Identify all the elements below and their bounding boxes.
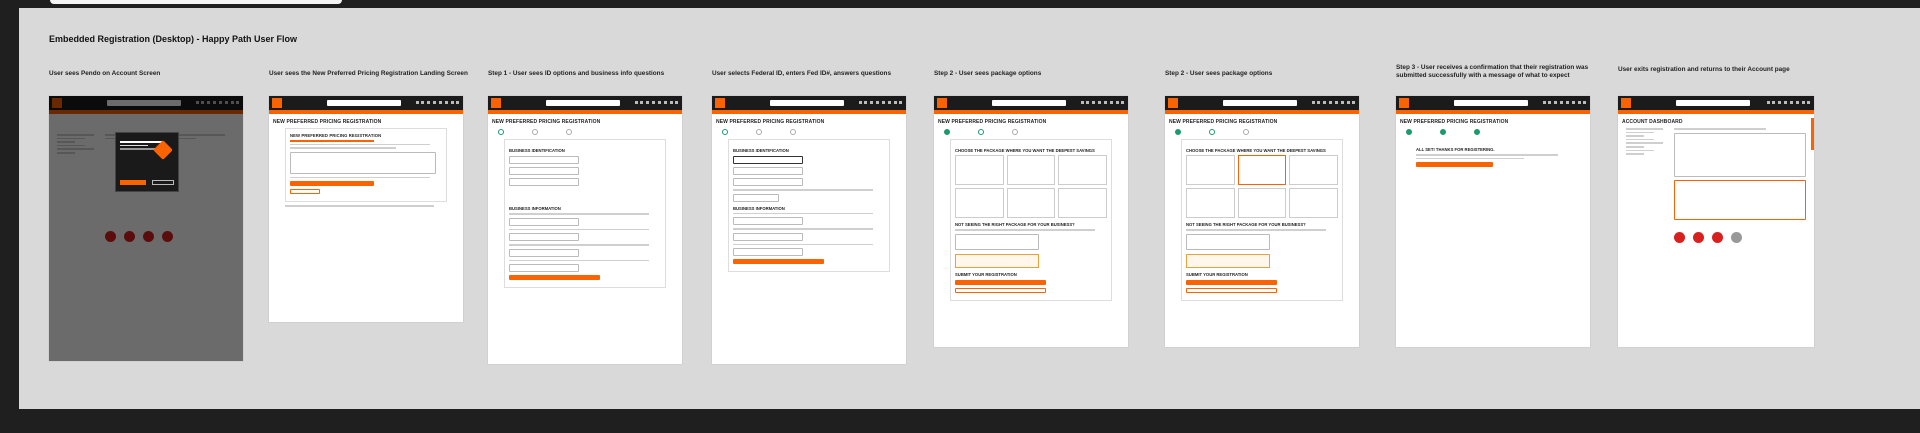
return-to-account-button[interactable] [1416,162,1493,167]
page-title: NEW PREFERRED PRICING REGISTRATION [273,119,382,125]
submit-button[interactable] [955,280,1046,285]
caption-pendo: User sees Pendo on Account Screen [49,70,161,77]
fed-id-input[interactable] [733,194,779,202]
package-card[interactable] [1058,188,1107,218]
feedback-tab[interactable] [1811,118,1814,150]
federal-id-option-selected[interactable] [733,156,803,164]
flow-canvas [19,8,1920,409]
back-button[interactable] [955,288,1046,293]
section-title: BUSINESS IDENTIFICATION [733,148,789,153]
continue-button[interactable] [733,259,824,264]
page-title: NEW PREFERRED PRICING REGISTRATION [938,119,1047,125]
confirmation-title: ALL SET! THANKS FOR REGISTERING. [1416,147,1495,152]
package-card[interactable] [1186,155,1235,185]
start-registration-button[interactable] [290,181,374,186]
panel-title: NEW PREFERRED PRICING REGISTRATION [290,133,382,138]
package-card[interactable] [1289,188,1338,218]
screen-step2a [934,96,1128,347]
id-option-3[interactable] [733,178,803,186]
section-title-2: NOT SEEING THE RIGHT PACKAGE FOR YOUR BUSINESS? [955,222,1075,227]
screen-account-dashboard [1618,96,1814,347]
submit-button[interactable] [1186,280,1277,285]
pendo-secondary-button[interactable] [152,180,174,185]
pendo-primary-button[interactable] [120,180,146,185]
section-title-2: NOT SEEING THE RIGHT PACKAGE FOR YOUR BUSINESS? [1186,222,1306,227]
screen-step2b [1165,96,1359,347]
section-title: CHOOSE THE PACKAGE WHERE YOU WANT THE DEEPEST SAVINGS [1186,148,1326,153]
page-title: NEW PREFERRED PRICING REGISTRATION [1169,119,1278,125]
cancel-button[interactable] [290,189,320,194]
caption-step2b: Step 2 - User sees package options [1165,70,1273,77]
caption-exit: User exits registration and returns to their Account page [1618,66,1790,73]
screen-step1 [488,96,682,364]
section-title-2: BUSINESS INFORMATION [509,206,561,211]
caption-fed-id: User selects Federal ID, enters Fed ID#, answers questions [712,70,892,77]
page-title: NEW PREFERRED PRICING REGISTRATION [492,119,601,125]
package-card[interactable] [955,155,1004,185]
page-title: NEW PREFERRED PRICING REGISTRATION [716,119,825,125]
package-card[interactable] [1186,188,1235,218]
id-option-2[interactable] [733,167,803,175]
caption-step3: Step 3 - User receives a confirmation that their registration was submitted successfully with a message of what to expect [1396,64,1589,80]
flow-title: Embedded Registration (Desktop) - Happy Path User Flow [49,34,298,44]
section-title: BUSINESS IDENTIFICATION [509,148,565,153]
screen-landing [269,96,463,322]
package-card[interactable] [1007,188,1056,218]
top-scroll-pill [50,0,342,4]
package-card[interactable] [1058,155,1107,185]
package-card[interactable] [1238,188,1287,218]
package-card[interactable] [1007,155,1056,185]
screen-confirmation [1396,96,1590,347]
tag-icon [153,140,173,160]
caption-step2a: Step 2 - User sees package options [934,70,1042,77]
section-title-2: BUSINESS INFORMATION [733,205,785,211]
screen-pendo [49,96,243,361]
screen-fed-id [712,96,906,364]
package-card-selected[interactable] [1238,155,1287,185]
continue-button[interactable] [509,275,600,280]
id-option-3[interactable] [509,178,579,186]
package-card[interactable] [1289,155,1338,185]
id-option-2[interactable] [509,167,579,175]
caption-landing: User sees the New Preferred Pricing Registration Landing Screen [269,70,468,77]
pendo-modal[interactable] [115,132,179,192]
page-title: ACCOUNT DASHBOARD [1622,119,1683,125]
section-title: CHOOSE THE PACKAGE WHERE YOU WANT THE DEEPEST SAVINGS [955,148,1095,153]
page-title: NEW PREFERRED PRICING REGISTRATION [1400,119,1509,125]
section-title-3: SUBMIT YOUR REGISTRATION [955,271,1017,277]
package-card[interactable] [955,188,1004,218]
back-button[interactable] [1186,288,1277,293]
section-title-3: SUBMIT YOUR REGISTRATION [1186,271,1248,277]
federal-id-option[interactable] [509,156,579,164]
caption-step1: Step 1 - User sees ID options and business info questions [488,70,665,77]
